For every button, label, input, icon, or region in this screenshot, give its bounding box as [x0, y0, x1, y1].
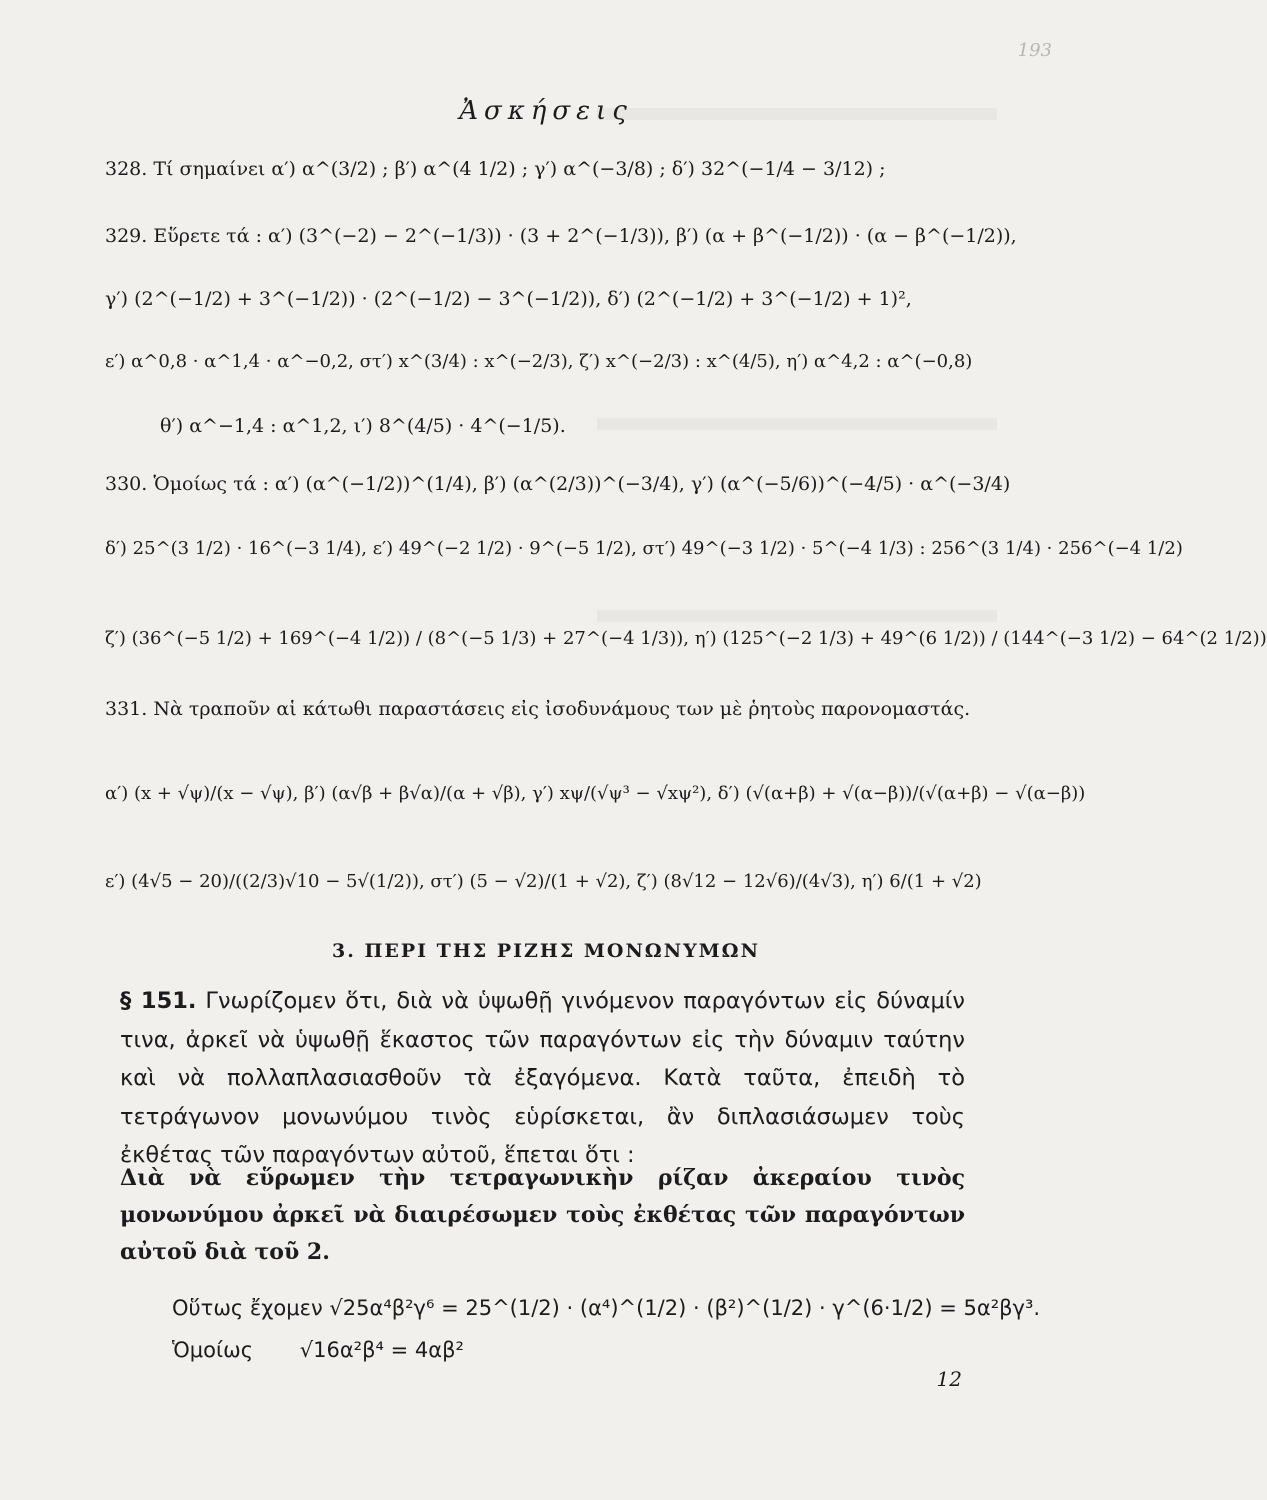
exercise-number: 329.: [105, 225, 148, 247]
section-title: 3. ΠΕΡΙ ΤΗΣ ΡΙΖΗΣ ΜΟΝΩΝΥΜΩΝ: [332, 940, 760, 962]
paragraph-text: Γνωρίζομεν ὅτι, διὰ νὰ ὑψωθῇ γινόμενον παραγόντων εἰς δύναμίν τινα, ἀρκεῖ νὰ ὑψωθῇ ἕκαστος τῶν παραγόντων εἰς τὴν δύναμιν ταύτην καὶ νὰ πολλαπλασιασθοῦν τὰ ἐξαγόμενα. Κατὰ ταῦτα, ἐπειδὴ τὸ τετράγωνον μονωνύμου τινὸς εὑρίσκεται, ἂν διπλασιάσωμεν τοὺς ἐκθέτας τῶν παραγόντων αὐτοῦ, ἕπεται ὅτι :: [120, 988, 965, 1168]
exercise-331-line2: [105, 868, 982, 896]
example-formula: √25α⁴β²γ⁶ = 25^(1/2) · (α⁴)^(1/2) · (β²)^(1/2) · γ^(6·1/2) = 5α²βγ³.: [329, 1296, 1041, 1320]
example-label: Ὁμοίως: [172, 1338, 254, 1362]
exercises-heading: Ἀσκήσεις: [459, 96, 633, 126]
paragraph-number: § 151.: [120, 988, 197, 1014]
corner-page-number: 193: [1017, 40, 1052, 61]
exercise-text: ε′) (4√5 − 20)/((2/3)√10 − 5√(1/2)), στ′) (5 − √2)/(1 + √2), ζ′) (8√12 − 12√6)/(4√3), η′) 6/(1 + √2): [105, 871, 982, 892]
exercise-number: 330.: [105, 473, 148, 495]
exercise-text: δ′) 25^(3 1/2) · 16^(−3 1/4), ε′) 49^(−2 1/2) · 9^(−5 1/2), στ′) 49^(−3 1/2) · 5^(−4 1/3) : 256^(3 1/4) · 256^(−4 1/2): [105, 538, 1183, 559]
exercise-329-line2: [105, 285, 982, 313]
exercise-329-line3: [105, 348, 982, 376]
exercise-text: Τί σημαίνει α′) α^(3/2) ; β′) α^(4 1/2) ; γ′) α^(−3/8) ; δ′) 32^(−1/4 − 3/12) ;: [153, 158, 886, 180]
exercise-329-line4: [160, 412, 982, 440]
exercise-text: α′) (x + √ψ)/(x − √ψ), β′) (α√β + β√α)/(α + √β), γ′) xψ/(√ψ³ − √xψ²), δ′) (√(α+β) + √(α−β))/(√(α+β) − √(α−β)): [105, 783, 1086, 804]
page-number: 12: [936, 1367, 962, 1391]
exercise-330-line3: [105, 625, 1267, 653]
example-formula: √16α²β⁴ = 4αβ²: [299, 1338, 464, 1362]
exercise-text: ε′) α^0,8 · α^1,4 · α^−0,2, στ′) x^(3/4) : x^(−2/3), ζ′) x^(−2/3) : x^(4/5), η′) α^4,2 : α^(−0,8): [105, 351, 973, 372]
rule-statement: Διὰ νὰ εὕρωμεν τὴν τετραγωνικὴν ρίζαν ἀκεραίου τινὸς μονωνύμου ἀρκεῖ νὰ διαιρέσωμεν τοὺς ἐκθέτας τῶν παραγόντων αὐτοῦ διὰ τοῦ 2.: [120, 1165, 965, 1265]
exercise-331-intro: [105, 693, 982, 726]
show-through-text: [597, 610, 997, 622]
exercise-number: 328.: [105, 158, 148, 180]
exercise-text: ζ′) (36^(−5 1/2) + 169^(−4 1/2)) / (8^(−5 1/3) + 27^(−4 1/3)), η′) (125^(−2 1/3) + 49^(6 1/2)) / (144^(−3 1/2) − 64^(2 1/2)): [105, 628, 1267, 649]
exercise-330-line1: [105, 470, 1011, 498]
exercise-329-line1: [105, 222, 1017, 250]
exercise-text: Νὰ τραποῦν αἱ κάτωθι παραστάσεις εἰς ἰσοδυνάμους των μὲ ῥητοὺς παρονομαστάς.: [153, 698, 971, 720]
exercise-331-line1: [105, 780, 1086, 808]
exercise-text: γ′) (2^(−1/2) + 3^(−1/2)) · (2^(−1/2) − 3^(−1/2)), δ′) (2^(−1/2) + 3^(−1/2) + 1)²,: [105, 288, 912, 310]
exercise-text: Εὕρετε τά : α′) (3^(−2) − 2^(−1/3)) · (3 + 2^(−1/3)), β′) (α + β^(−1/2)) · (α − β^(−1/2)),: [153, 225, 1017, 247]
exercise-328: [105, 155, 982, 183]
exercise-330-line2: [105, 535, 1183, 563]
paragraph-151: [120, 982, 965, 1175]
exercise-text: θ′) α^−1,4 : α^1,2, ι′) 8^(4/5) · 4^(−1/5).: [160, 415, 566, 437]
example-line-1: [172, 1296, 1040, 1320]
example-label: Οὕτως ἔχομεν: [172, 1296, 323, 1320]
exercise-number: 331.: [105, 698, 148, 720]
exercise-text: Ὁμοίως τά : α′) (α^(−1/2))^(1/4), β′) (α^(2/3))^(−3/4), γ′) (α^(−5/6))^(−4/5) · α^(−3/4): [153, 473, 1011, 495]
example-line-2: [172, 1338, 464, 1362]
